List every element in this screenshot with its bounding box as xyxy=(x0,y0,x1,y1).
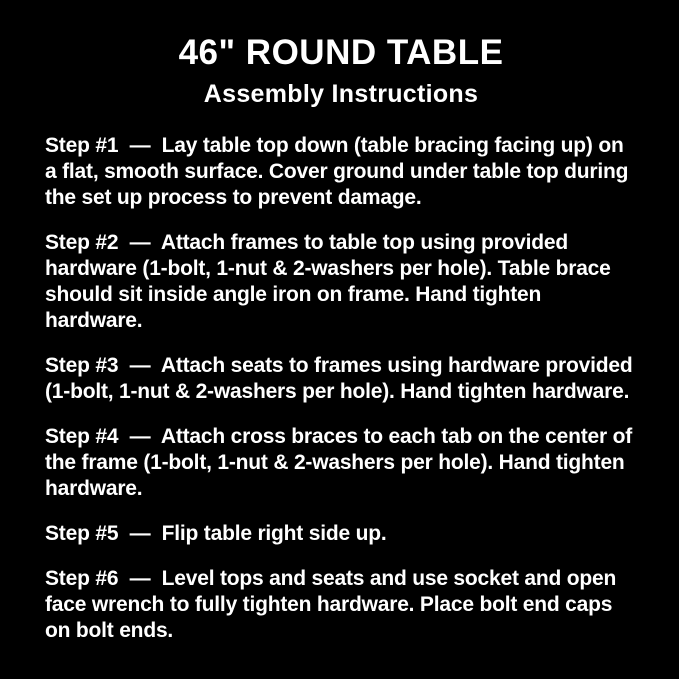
step-2-instruction: Step #2 — Attach frames to table top using provided hardware (1-bolt, 1-nut & 2-washers per hole). Table brace should sit inside angle iron on frame. Hand tighten hardware. xyxy=(45,231,617,332)
step-6-instruction: Step #6 — Level tops and seats and use socket and open face wrench to fully tighten hardware. Place bolt end caps on bolt ends. xyxy=(45,567,622,642)
step-4-instruction: Step #4 — Attach cross braces to each tab on the center of the frame (1-bolt, 1-nut & 2-washers per hole). Hand tighten hardware. xyxy=(45,425,638,500)
page-subtitle: Assembly Instructions xyxy=(203,80,479,108)
step-5-instruction: Step #5 — Flip table right side up. xyxy=(45,522,387,545)
step-1-instruction: Step #1 — Lay table top down (table bracing facing up) on a flat, smooth surface. Cover ground under table top during the set up process to prevent damage. xyxy=(45,134,634,209)
step-3-instruction: Step #3 — Attach seats to frames using hardware provided (1-bolt, 1-nut & 2-washers per hole). Hand tighten hardware. xyxy=(45,354,639,403)
page-title: 46" ROUND TABLE xyxy=(178,33,504,72)
